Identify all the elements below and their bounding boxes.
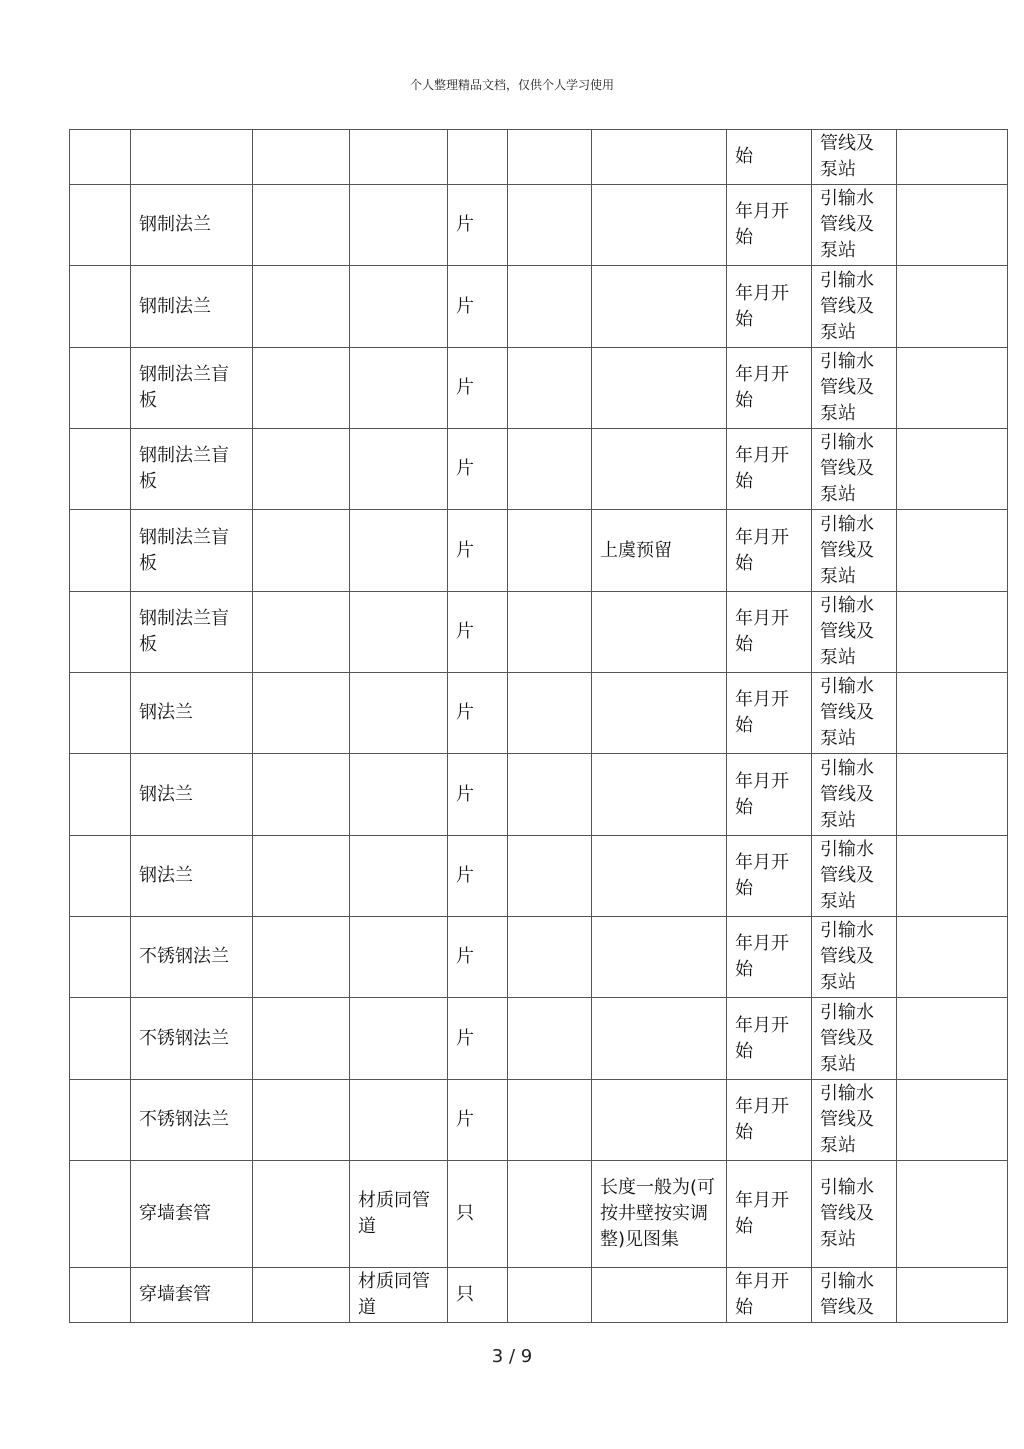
cell-note xyxy=(592,1080,727,1161)
cell-item-name xyxy=(131,1268,253,1323)
cell-item-name xyxy=(131,266,253,348)
cell-note xyxy=(592,754,727,836)
cell-item-name xyxy=(131,754,253,836)
table-row xyxy=(70,130,1008,185)
cell-date xyxy=(727,1268,812,1323)
cell-no xyxy=(70,185,131,266)
cell-date xyxy=(727,130,812,185)
cell-spec xyxy=(253,836,350,917)
cell-unit-text: 片 xyxy=(456,1109,474,1130)
cell-no xyxy=(70,510,131,592)
table-row xyxy=(70,673,1008,754)
cell-date xyxy=(727,185,812,266)
cell-item-name-text: 不锈钢法兰 xyxy=(139,1027,229,1049)
cell-material xyxy=(350,130,448,185)
cell-unit xyxy=(448,998,508,1080)
page-number: 3 / 9 xyxy=(491,1346,533,1367)
cell-note xyxy=(592,348,727,429)
cell-location-text: 引输水管线及泵站 xyxy=(820,269,874,343)
table-row xyxy=(70,266,1008,348)
table-row xyxy=(70,836,1008,917)
cell-date-text: 年月开始 xyxy=(735,608,789,655)
cell-quantity xyxy=(508,592,592,673)
cell-date xyxy=(727,348,812,429)
cell-spec xyxy=(253,1161,350,1268)
cell-location-text: 引输水管线及泵站 xyxy=(820,1083,874,1156)
cell-extra xyxy=(897,1080,1008,1161)
cell-unit xyxy=(448,592,508,673)
cell-quantity xyxy=(508,1161,592,1268)
cell-date xyxy=(727,510,812,592)
cell-note xyxy=(592,1268,727,1323)
cell-extra xyxy=(897,1161,1008,1268)
cell-location xyxy=(812,185,897,266)
cell-material xyxy=(350,1268,448,1323)
cell-location-text: 引输水管线及 xyxy=(820,1271,874,1318)
cell-item-name xyxy=(131,836,253,917)
cell-no xyxy=(70,130,131,185)
cell-item-name xyxy=(131,185,253,266)
cell-unit-text: 片 xyxy=(456,377,474,398)
cell-material xyxy=(350,754,448,836)
cell-unit-text: 片 xyxy=(456,1027,474,1049)
cell-item-name xyxy=(131,673,253,754)
cell-date-text: 始 xyxy=(735,146,753,167)
cell-location xyxy=(812,673,897,754)
cell-no xyxy=(70,998,131,1080)
cell-quantity xyxy=(508,673,592,754)
cell-note xyxy=(592,429,727,510)
cell-location xyxy=(812,754,897,836)
table-row xyxy=(70,429,1008,510)
cell-note xyxy=(592,266,727,348)
cell-date-text: 年月开始 xyxy=(735,282,789,330)
cell-date xyxy=(727,266,812,348)
cell-note-text: 长度一般为(可按井壁按实调整)见图集 xyxy=(600,1177,716,1250)
cell-date xyxy=(727,836,812,917)
cell-note xyxy=(592,836,727,917)
cell-quantity xyxy=(508,998,592,1080)
cell-material xyxy=(350,348,448,429)
cell-unit-text: 片 xyxy=(456,702,474,723)
cell-spec xyxy=(253,917,350,998)
cell-extra xyxy=(897,673,1008,754)
cell-date-text: 年月开始 xyxy=(735,445,789,492)
cell-unit-text: 只 xyxy=(456,1203,474,1224)
cell-date-text: 年月开始 xyxy=(735,1190,789,1237)
cell-material xyxy=(350,592,448,673)
cell-location-text: 引输水管线及泵站 xyxy=(820,188,874,261)
cell-item-name xyxy=(131,1161,253,1268)
cell-spec xyxy=(253,185,350,266)
cell-item-name-text: 钢制法兰 xyxy=(139,295,211,317)
cell-item-name-text: 钢法兰 xyxy=(139,702,193,723)
cell-extra xyxy=(897,185,1008,266)
cell-material xyxy=(350,917,448,998)
cell-quantity xyxy=(508,348,592,429)
cell-item-name xyxy=(131,130,253,185)
cell-material xyxy=(350,185,448,266)
cell-material xyxy=(350,266,448,348)
cell-extra xyxy=(897,754,1008,836)
cell-location-text: 引输水管线及泵站 xyxy=(820,676,874,749)
cell-location-text: 引输水管线及泵站 xyxy=(820,1177,874,1250)
materials-table xyxy=(69,129,1008,1323)
page-header: 个人整理精品文档，仅供个人学习使用 xyxy=(409,78,614,92)
cell-quantity xyxy=(508,429,592,510)
cell-no xyxy=(70,1161,131,1268)
cell-no xyxy=(70,348,131,429)
cell-item-name-text: 穿墙套管 xyxy=(139,1203,211,1224)
table-row xyxy=(70,510,1008,592)
cell-location-text: 管线及泵站 xyxy=(820,133,874,180)
cell-item-name-text: 穿墙套管 xyxy=(139,1284,211,1305)
cell-date-text: 年月开始 xyxy=(735,852,789,899)
cell-date xyxy=(727,592,812,673)
cell-no xyxy=(70,429,131,510)
table-row xyxy=(70,917,1008,998)
cell-date-text: 年月开始 xyxy=(735,364,789,411)
cell-item-name-text: 钢法兰 xyxy=(139,783,193,805)
table-row xyxy=(70,348,1008,429)
cell-no xyxy=(70,836,131,917)
cell-quantity xyxy=(508,1268,592,1323)
cell-unit xyxy=(448,754,508,836)
cell-item-name xyxy=(131,1080,253,1161)
cell-unit-text: 片 xyxy=(456,458,474,479)
cell-location xyxy=(812,1268,897,1323)
cell-unit xyxy=(448,673,508,754)
cell-note xyxy=(592,592,727,673)
cell-quantity xyxy=(508,510,592,592)
cell-spec xyxy=(253,754,350,836)
cell-spec xyxy=(253,130,350,185)
cell-quantity xyxy=(508,130,592,185)
table-row xyxy=(70,1080,1008,1161)
cell-location xyxy=(812,266,897,348)
cell-unit xyxy=(448,1268,508,1323)
cell-no xyxy=(70,266,131,348)
cell-no xyxy=(70,754,131,836)
cell-location-text: 引输水管线及泵站 xyxy=(820,351,874,424)
cell-unit xyxy=(448,836,508,917)
cell-extra xyxy=(897,348,1008,429)
cell-item-name xyxy=(131,429,253,510)
cell-quantity xyxy=(508,836,592,917)
cell-material xyxy=(350,429,448,510)
cell-unit xyxy=(448,266,508,348)
cell-location xyxy=(812,348,897,429)
cell-unit-text: 片 xyxy=(456,539,474,561)
cell-note xyxy=(592,1161,727,1268)
cell-spec xyxy=(253,673,350,754)
cell-spec xyxy=(253,266,350,348)
cell-material xyxy=(350,998,448,1080)
cell-unit xyxy=(448,917,508,998)
cell-date-text: 年月开始 xyxy=(735,1271,789,1318)
cell-material xyxy=(350,510,448,592)
cell-extra xyxy=(897,836,1008,917)
cell-quantity xyxy=(508,1080,592,1161)
table-row xyxy=(70,754,1008,836)
cell-date-text: 年月开始 xyxy=(735,201,789,248)
cell-no xyxy=(70,1268,131,1323)
cell-unit-text: 片 xyxy=(456,214,474,235)
cell-spec xyxy=(253,510,350,592)
cell-extra xyxy=(897,998,1008,1080)
cell-location xyxy=(812,510,897,592)
cell-item-name xyxy=(131,917,253,998)
cell-material xyxy=(350,1080,448,1161)
cell-extra xyxy=(897,429,1008,510)
cell-material xyxy=(350,836,448,917)
cell-no xyxy=(70,917,131,998)
cell-extra xyxy=(897,917,1008,998)
cell-location-text: 引输水管线及泵站 xyxy=(820,1001,874,1075)
cell-item-name xyxy=(131,510,253,592)
cell-date xyxy=(727,998,812,1080)
cell-location xyxy=(812,592,897,673)
cell-note xyxy=(592,510,727,592)
cell-note xyxy=(592,130,727,185)
cell-location-text: 引输水管线及泵站 xyxy=(820,757,874,831)
cell-item-name xyxy=(131,592,253,673)
cell-unit xyxy=(448,348,508,429)
cell-unit xyxy=(448,429,508,510)
cell-unit xyxy=(448,130,508,185)
cell-date xyxy=(727,917,812,998)
cell-material xyxy=(350,673,448,754)
table-row xyxy=(70,1161,1008,1268)
cell-location xyxy=(812,130,897,185)
cell-item-name-text: 钢制法兰盲板 xyxy=(139,445,229,492)
cell-spec xyxy=(253,429,350,510)
cell-date xyxy=(727,1161,812,1268)
cell-quantity xyxy=(508,917,592,998)
cell-unit-text: 片 xyxy=(456,621,474,642)
cell-location-text: 引输水管线及泵站 xyxy=(820,595,874,668)
cell-note xyxy=(592,673,727,754)
cell-extra xyxy=(897,266,1008,348)
cell-note xyxy=(592,185,727,266)
table-row xyxy=(70,185,1008,266)
cell-location-text: 引输水管线及泵站 xyxy=(820,513,874,587)
cell-item-name-text: 不锈钢法兰 xyxy=(139,1109,229,1130)
cell-extra xyxy=(897,592,1008,673)
cell-location xyxy=(812,836,897,917)
table-row xyxy=(70,1268,1008,1323)
cell-unit xyxy=(448,185,508,266)
cell-material-text: 材质同管道 xyxy=(358,1271,430,1318)
table-row xyxy=(70,998,1008,1080)
cell-material-text: 材质同管道 xyxy=(358,1190,430,1237)
cell-date xyxy=(727,673,812,754)
cell-material xyxy=(350,1161,448,1268)
cell-unit-text: 片 xyxy=(456,865,474,886)
cell-note xyxy=(592,917,727,998)
cell-unit-text: 片 xyxy=(456,946,474,967)
cell-location xyxy=(812,917,897,998)
cell-date xyxy=(727,429,812,510)
cell-note-text: 上虞预留 xyxy=(600,539,672,561)
cell-unit xyxy=(448,510,508,592)
cell-spec xyxy=(253,348,350,429)
cell-date-text: 年月开始 xyxy=(735,526,789,574)
cell-note xyxy=(592,998,727,1080)
cell-spec xyxy=(253,1268,350,1323)
cell-location xyxy=(812,1161,897,1268)
table-row xyxy=(70,592,1008,673)
cell-item-name xyxy=(131,998,253,1080)
cell-unit xyxy=(448,1080,508,1161)
cell-item-name-text: 钢法兰 xyxy=(139,865,193,886)
cell-extra xyxy=(897,510,1008,592)
cell-unit xyxy=(448,1161,508,1268)
cell-item-name-text: 钢制法兰盲板 xyxy=(139,608,229,655)
cell-item-name-text: 钢制法兰盲板 xyxy=(139,526,229,574)
cell-quantity xyxy=(508,266,592,348)
cell-no xyxy=(70,1080,131,1161)
cell-extra xyxy=(897,1268,1008,1323)
cell-location-text: 引输水管线及泵站 xyxy=(820,839,874,912)
cell-date xyxy=(727,1080,812,1161)
cell-no xyxy=(70,592,131,673)
cell-date-text: 年月开始 xyxy=(735,689,789,736)
cell-item-name-text: 钢制法兰 xyxy=(139,214,211,235)
cell-spec xyxy=(253,592,350,673)
cell-quantity xyxy=(508,185,592,266)
cell-unit-text: 片 xyxy=(456,295,474,317)
cell-location xyxy=(812,998,897,1080)
cell-unit-text: 只 xyxy=(456,1284,474,1305)
cell-spec xyxy=(253,998,350,1080)
cell-item-name-text: 钢制法兰盲板 xyxy=(139,364,229,411)
cell-location xyxy=(812,1080,897,1161)
cell-spec xyxy=(253,1080,350,1161)
cell-unit-text: 片 xyxy=(456,783,474,805)
cell-date xyxy=(727,754,812,836)
cell-item-name-text: 不锈钢法兰 xyxy=(139,946,229,967)
cell-date-text: 年月开始 xyxy=(735,1014,789,1062)
cell-date-text: 年月开始 xyxy=(735,1096,789,1143)
cell-location-text: 引输水管线及泵站 xyxy=(820,432,874,505)
cell-location-text: 引输水管线及泵站 xyxy=(820,920,874,993)
cell-quantity xyxy=(508,754,592,836)
cell-location xyxy=(812,429,897,510)
cell-date-text: 年月开始 xyxy=(735,933,789,980)
cell-no xyxy=(70,673,131,754)
cell-extra xyxy=(897,130,1008,185)
cell-date-text: 年月开始 xyxy=(735,770,789,818)
cell-item-name xyxy=(131,348,253,429)
